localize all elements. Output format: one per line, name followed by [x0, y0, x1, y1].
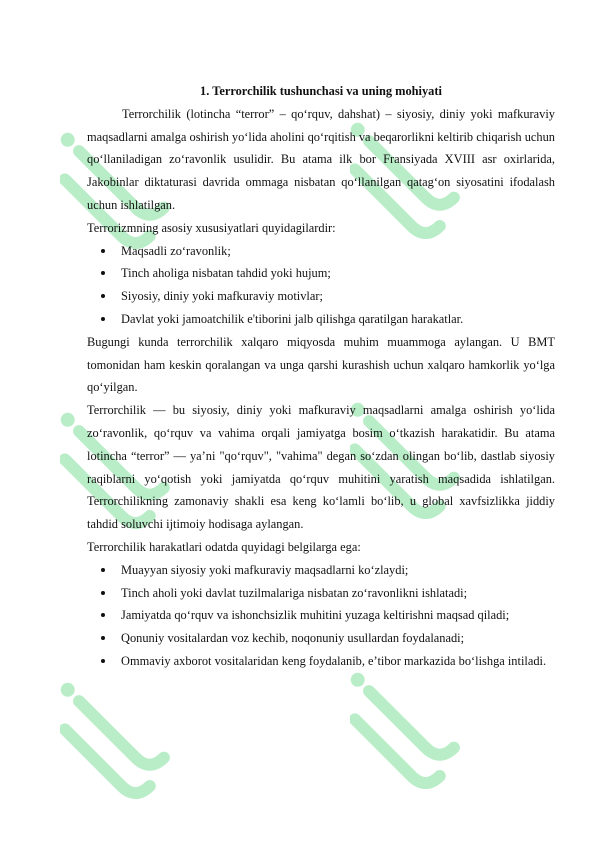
document-body [87, 80, 555, 673]
bullet-icon [101, 294, 105, 298]
bullet-icon [101, 249, 105, 253]
bullet-icon [101, 271, 105, 275]
watermark-logo [60, 660, 190, 820]
features-heading: Terrorizmning asosiy xususiyatlari quyidagilardir: [87, 220, 336, 235]
features-list [87, 240, 555, 331]
signs-heading: Terrorchilik harakatlari odatda quyidagi belgilarga ega: [87, 539, 361, 554]
list-item: Tinch aholi yoki davlat tuzilmalariga nisbatan zo‘ravonlikni ishlatadi; [87, 582, 555, 605]
global-paragraph: Bugungi kunda terrorchilik xalqaro miqyosda muhim muammoga aylangan. U BMT tomonidan ham keskin qoralangan va unga qarshi kurashish uchun xalqaro hamkorlik yo‘lga qo‘yilgan. [87, 334, 555, 395]
bullet-icon [101, 636, 105, 640]
bullet-icon [101, 317, 105, 321]
list-item: Ommaviy axborot vositalaridan keng foydalanib, e’tibor markazida bo‘lishga intiladi. [87, 650, 555, 673]
list-item: Davlat yoki jamoatchilik e'tiborini jalb qilishga qaratilgan harakatlar. [87, 308, 555, 331]
list-item: Siyosiy, diniy yoki mafkuraviy motivlar; [87, 285, 555, 308]
intro-paragraph: Terrorchilik (lotincha “terror” – qo‘rquv, dahshat) – siyosiy, diniy yoki mafkuraviy maqsadlarni amalga oshirish yo‘lida aholini qo‘rqitish va beqarorlikni keltirib chiqarish uchun qo‘llaniladigan zo‘ravonlik usulidir. Bu atama ilk bor Fransiyada XVIII asr oxirlarida, Jakobinlar diktaturasi davrida ommaga nisbatan qo‘llanilgan qatag‘on siyosatini ifodalash uchun ishlatilgan. [87, 106, 555, 212]
bullet-icon [101, 568, 105, 572]
list-item: Maqsadli zo‘ravonlik; [87, 240, 555, 263]
list-item: Qonuniy vositalardan voz kechib, noqonuniy usullardan foydalanadi; [87, 627, 555, 650]
signs-list [87, 559, 555, 673]
watermark-logo [350, 650, 480, 810]
list-item: Tinch aholiga nisbatan tahdid yoki hujum; [87, 262, 555, 285]
watermark-logo-icon [60, 660, 190, 820]
definition-paragraph: Terrorchilik — bu siyosiy, diniy yoki mafkuraviy maqsadlarni amalga oshirish yo‘lida zo‘ravonlik, qo‘rquv va vahima orqali jamiyatga bosim o‘tkazish harakatidir. Bu atama lotincha “terror” — ya’ni "qo‘rquv", "vahima" degan so‘zdan olingan bo‘lib, dastlab siyosiy raqiblarni yo‘qotish yoki jamiyatda qo‘rquv muhitini yaratish maqsadida ishlatilgan. Terrorchilikning zamonaviy shakli esa keng ko‘lamli bo‘lib, u global xavfsizlikka jiddiy tahdid soluvchi ijtimoiy hodisaga aylangan. [87, 403, 555, 532]
list-item: Muayyan siyosiy yoki mafkuraviy maqsadlarni ko‘zlaydi; [87, 559, 555, 582]
watermark-logo-icon [350, 650, 480, 810]
list-item: Jamiyatda qo‘rquv va ishonchsizlik muhitini yuzaga keltirishni maqsad qiladi; [87, 604, 555, 627]
bullet-icon [101, 613, 105, 617]
page-title: 1. Terrorchilik tushunchasi va uning mohiyati [200, 84, 442, 98]
bullet-icon [101, 659, 105, 663]
bullet-icon [101, 591, 105, 595]
